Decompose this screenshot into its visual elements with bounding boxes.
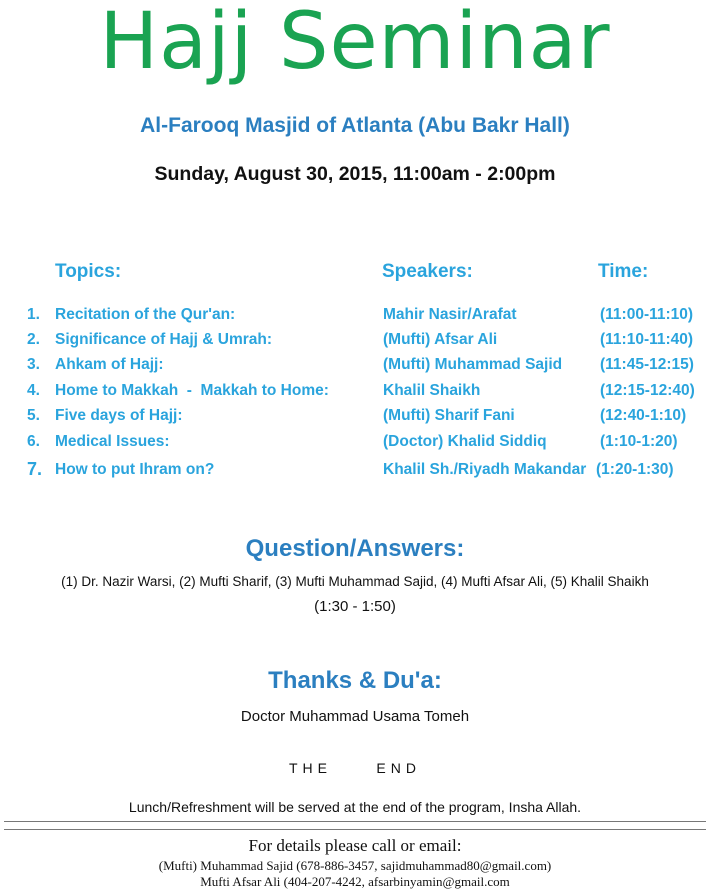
topic-speaker: Mahir Nasir/Arafat [383, 306, 517, 323]
page-title: Hajj Seminar [99, 0, 611, 87]
topic-title: Ahkam of Hajj: [55, 356, 164, 373]
topic-speaker: (Doctor) Khalid Siddiq [383, 433, 547, 450]
qa-heading: Question/Answers: [245, 535, 465, 562]
topic-title: How to put Ihram on? [55, 461, 215, 478]
topic-number: 6. [27, 433, 40, 450]
topic-speaker: (Mufti) Muhammad Sajid [383, 356, 563, 373]
topic-speaker: Khalil Shaikh [383, 382, 481, 399]
topic-row [0, 433, 710, 455]
double-divider [4, 821, 706, 830]
contact-heading: For details please call or email: [248, 836, 462, 855]
topic-time: (1:10-1:20) [600, 433, 678, 450]
contact-line-sajid: (Mufti) Muhammad Sajid (678-886-3457, sajidmuhammad80@gmail.com) [158, 858, 552, 873]
topic-time: (12:15-12:40) [600, 382, 695, 399]
topic-time: (11:45-12:15) [600, 356, 694, 373]
topic-number: 2. [27, 331, 40, 348]
topic-row [0, 407, 710, 429]
topic-speaker: Khalil Sh./Riyadh Makandar [383, 461, 587, 478]
topic-time: (1:20-1:30) [596, 461, 674, 478]
topic-time: (11:10-11:40) [600, 331, 694, 348]
topic-title: Home to Makkah - Makkah to Home: [55, 382, 329, 399]
thanks-name: Doctor Muhammad Usama Tomeh [240, 708, 470, 725]
topic-number: 3. [27, 356, 40, 373]
topic-row [0, 461, 710, 483]
topic-row [0, 306, 710, 328]
topic-time: (12:40-1:10) [600, 407, 687, 424]
thanks-heading: Thanks & Du'a: [268, 667, 442, 694]
topic-time: (11:00-11:10) [600, 306, 694, 323]
topic-number: 4. [27, 382, 40, 399]
event-date: Sunday, August 30, 2015, 11:00am - 2:00pm [154, 163, 556, 185]
topic-title: Five days of Hajj: [55, 407, 183, 424]
venue-subtitle: Al-Farooq Masjid of Atlanta (Abu Bakr Hall) [140, 114, 570, 137]
topic-speaker: (Mufti) Sharif Fani [383, 407, 515, 424]
lunch-note: Lunch/Refreshment will be served at the end of the program, Insha Allah. [128, 799, 582, 815]
topic-number: 1. [27, 306, 40, 323]
time-header: Time: [598, 261, 649, 282]
qa-time: (1:30 - 1:50) [314, 598, 396, 615]
topic-row [0, 331, 710, 353]
topic-row [0, 356, 710, 378]
the-end-text: THE END [288, 760, 421, 776]
topic-title: Significance of Hajj & Umrah: [55, 331, 273, 348]
topic-title: Recitation of the Qur'an: [55, 306, 236, 323]
contact-line-afsar: Mufti Afsar Ali (404-207-4242, afsarbinyamin@gmail.com [200, 874, 510, 889]
topic-number: 7. [27, 459, 43, 479]
topic-number: 5. [27, 407, 40, 424]
topic-speaker: (Mufti) Afsar Ali [383, 331, 498, 348]
topic-row [0, 382, 710, 404]
topics-header: Topics: [55, 261, 122, 282]
topic-title: Medical Issues: [55, 433, 170, 450]
speakers-header: Speakers: [382, 261, 473, 282]
qa-panel-list: (1) Dr. Nazir Warsi, (2) Mufti Sharif, (3) Mufti Muhammad Sajid, (4) Mufti Afsar Ali, (5) Khalil Shaikh [61, 574, 649, 589]
